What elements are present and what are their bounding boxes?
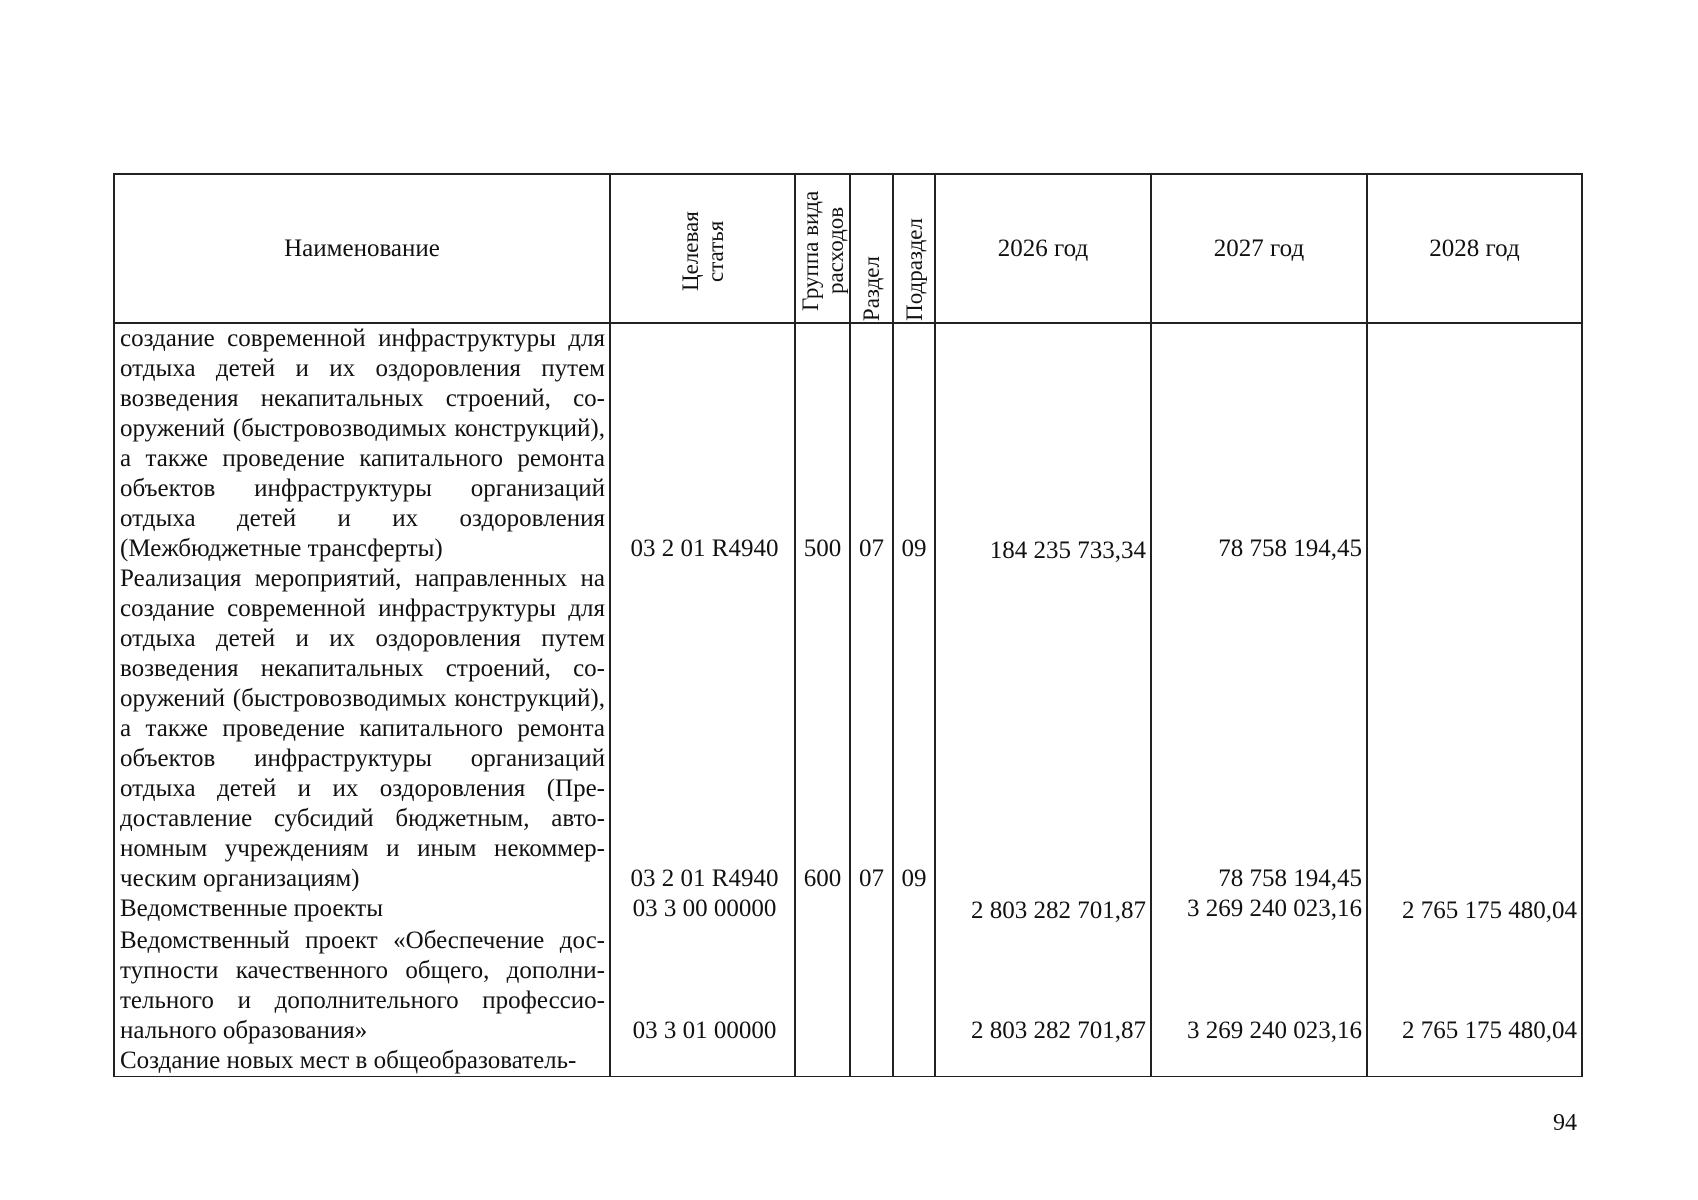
- row-section: 07: [850, 564, 893, 894]
- row-expense-group: [795, 1046, 850, 1077]
- row-subsection: [893, 894, 935, 926]
- row-amount-2026: 2 803 282 701,87: [935, 926, 1151, 1046]
- header-subsection: [893, 174, 935, 323]
- table-row: [114, 926, 1582, 1046]
- row-name: Ведомственные проекты: [114, 894, 610, 926]
- header-section-label: Раздел: [859, 255, 884, 321]
- row-expense-group: 500: [795, 323, 850, 564]
- row-section: [850, 894, 893, 926]
- row-target-article: 03 3 01 00000: [610, 926, 795, 1046]
- row-expense-group: [795, 926, 850, 1046]
- row-amount-2027: 3 269 240 023,16: [1151, 894, 1367, 926]
- row-amount-2026: [935, 564, 1151, 894]
- row-amount-2027: 3 269 240 023,16: [1151, 926, 1367, 1046]
- row-name: Создание новых мест в общеобразователь-: [114, 1046, 610, 1077]
- header-2026: 2026 год: [935, 174, 1151, 323]
- page-number: 94: [1553, 1110, 1577, 1136]
- row-amount-2028: 2 765 175 480,04: [1367, 926, 1582, 1046]
- header-target-article-label: Целевая статья: [677, 211, 728, 292]
- table-row: [114, 564, 1582, 894]
- row-amount-2027: 78 758 194,45: [1151, 564, 1367, 894]
- row-subsection: 09: [893, 564, 935, 894]
- row-target-article: [610, 1046, 795, 1077]
- row-name: Ведомственный проект «Обеспечение доступности качественного общего, дополнительного и дополнительного профессионального образования»: [114, 926, 610, 1046]
- row-amount-2027: [1151, 1046, 1367, 1077]
- row-amount-2028: [1367, 564, 1582, 894]
- row-amount-2026: 184 235 733,34: [935, 325, 1151, 566]
- row-amount-2028: [1367, 323, 1582, 564]
- row-subsection: [893, 1046, 935, 1077]
- row-section: [850, 926, 893, 1046]
- row-expense-group: [795, 894, 850, 926]
- row-name: Реализация мероприятий, направленных на создание современной инфраструктуры для отдыха детей и их оздоровления путем возведения некапитальных строений, сооружений (быстровозводимых конструкций), а также проведение капитального ремонта объектов инфраструктуры организаций отдыха детей и их оздоровления (Предоставление субсидий бюджетным, автономным учреждениям и иным некоммерческим организациям): [114, 564, 610, 894]
- row-amount-2026: [935, 1046, 1151, 1077]
- row-expense-group: 600: [795, 564, 850, 894]
- header-subsection-label: Подраздел: [901, 218, 927, 321]
- header-section: [850, 174, 893, 323]
- row-subsection: [893, 926, 935, 1046]
- table-row: [114, 894, 1582, 926]
- header-expense-group: [795, 174, 850, 323]
- table-row: [114, 1046, 1582, 1077]
- header-2028: 2028 год: [1367, 174, 1582, 323]
- budget-table: [113, 173, 1583, 1077]
- header-target-article: [610, 174, 795, 323]
- header-expense-group-label: Группа вида расходов: [797, 190, 848, 311]
- row-section: [850, 1046, 893, 1077]
- row-section: 07: [850, 323, 893, 564]
- row-target-article: 03 2 01 R4940: [610, 323, 795, 564]
- row-subsection: 09: [893, 323, 935, 564]
- header-name: Наименование: [114, 174, 610, 323]
- row-amount-2026: 2 803 282 701,87: [935, 894, 1151, 926]
- row-amount-2028: 2 765 175 480,04: [1367, 894, 1582, 926]
- table-row: [114, 323, 1582, 564]
- row-amount-2028: [1367, 1046, 1582, 1077]
- row-amount-2027: 78 758 194,45: [1151, 323, 1367, 564]
- header-row: [114, 174, 1582, 323]
- row-name: создание современной инфраструктуры для отдыха детей и их оздоровления путем возведения некапитальных строений, сооружений (быстровозводимых конструкций), а также проведение капитального ремонта объектов инфраструктуры организаций отдыха детей и их оздоровления (Межбюджетные трансферты): [114, 323, 610, 564]
- row-target-article: 03 3 00 00000: [610, 894, 795, 926]
- header-2027: 2027 год: [1151, 174, 1367, 323]
- row-target-article: 03 2 01 R4940: [610, 564, 795, 894]
